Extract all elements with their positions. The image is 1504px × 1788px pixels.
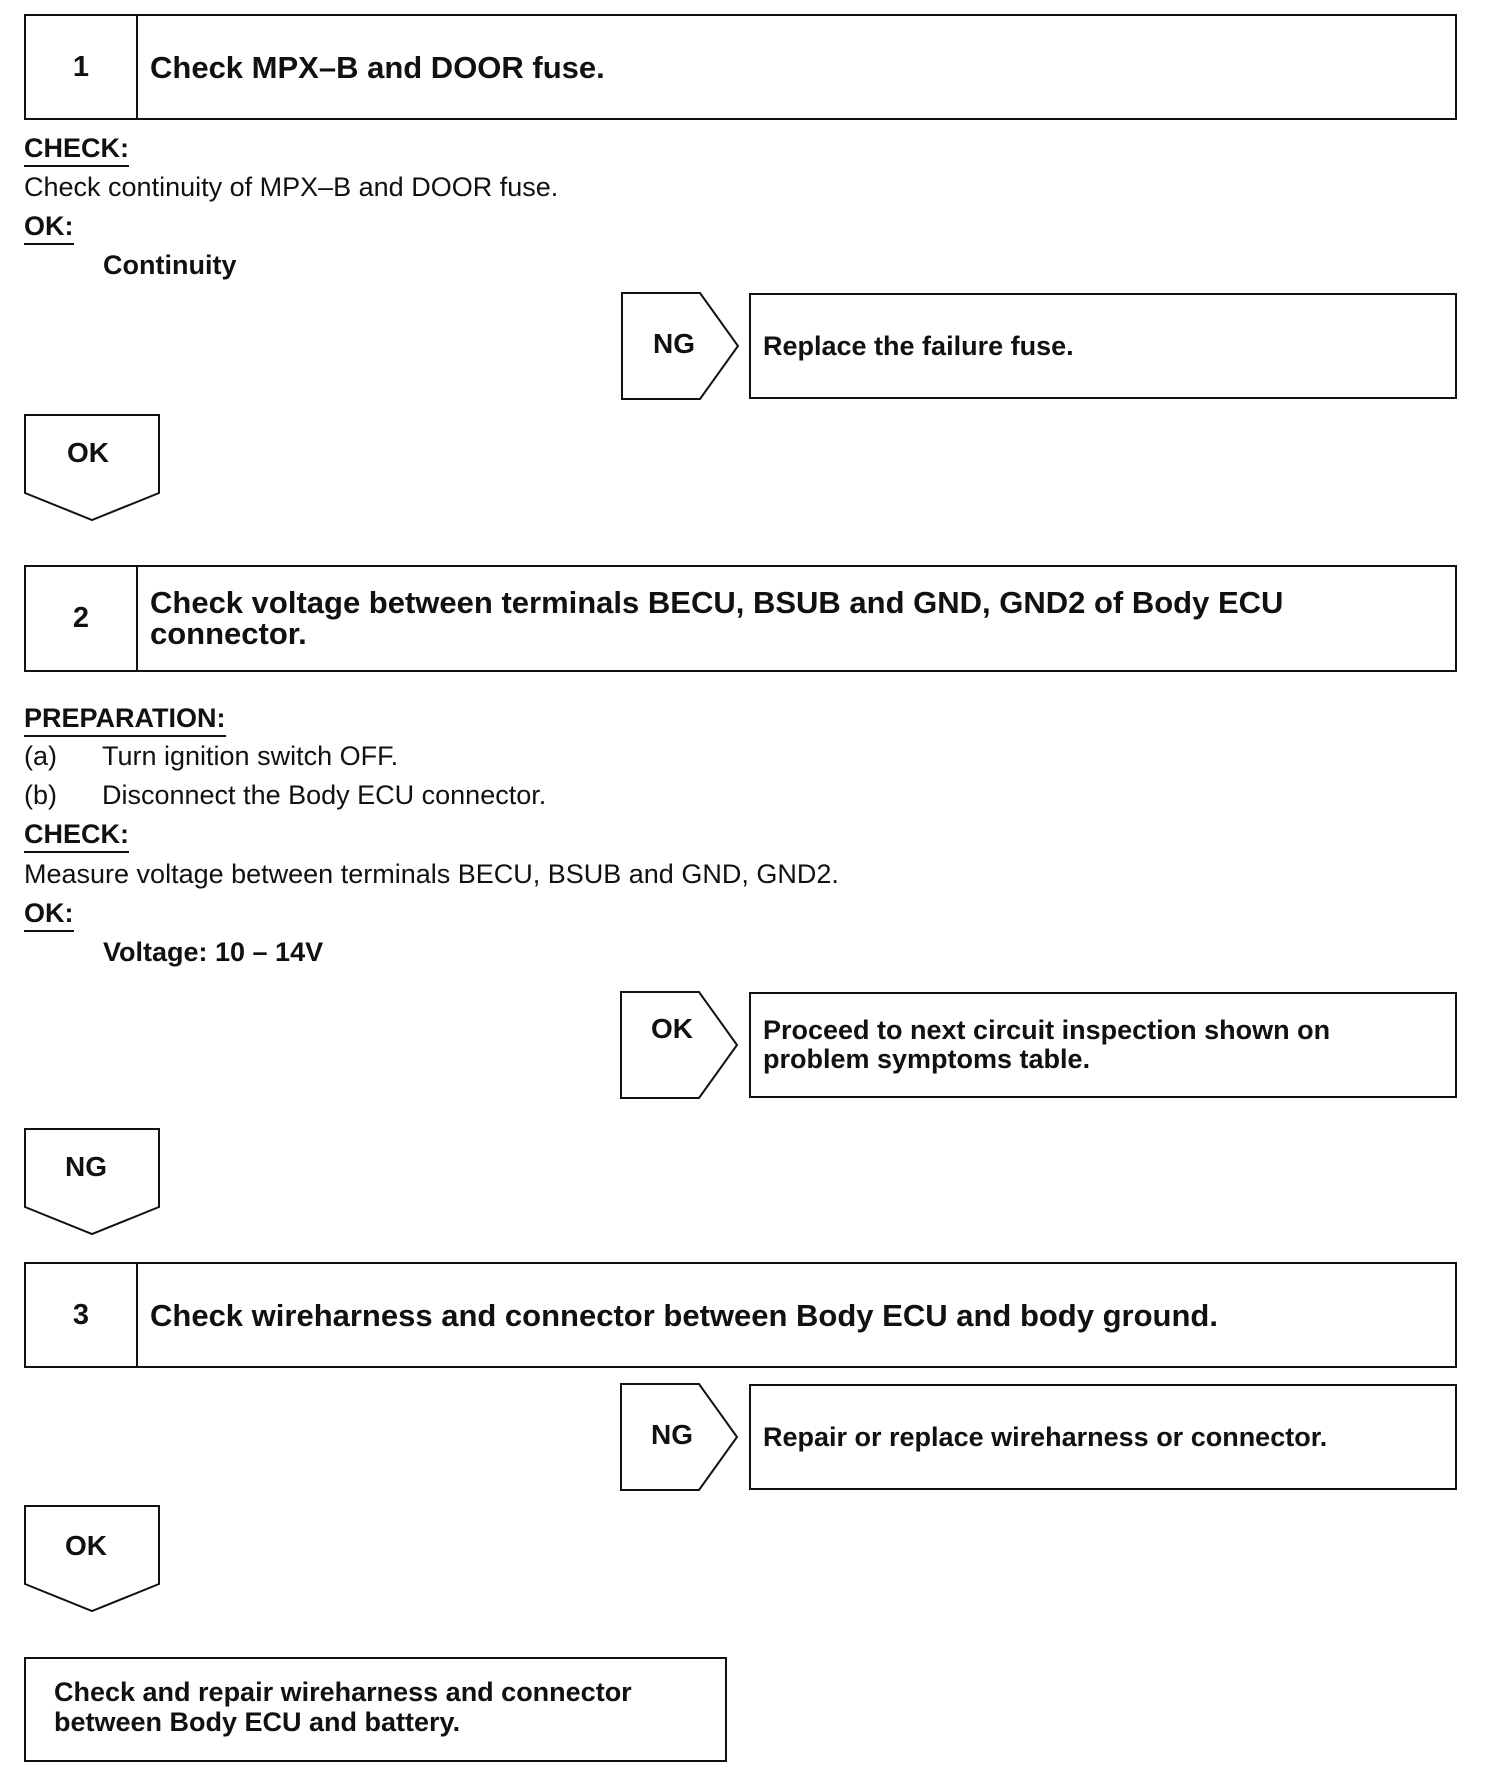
step-3-side-label: NG	[651, 1419, 693, 1450]
step-1-ok-spec: Continuity	[103, 250, 237, 280]
step-2-box	[24, 565, 1457, 672]
step-2-check-heading: CHECK:	[24, 819, 129, 849]
step-2-ok-spec: Voltage: 10 – 14V	[103, 937, 324, 967]
step-2-number: 2	[26, 567, 138, 670]
step-1-check-heading: CHECK:	[24, 133, 129, 163]
step-1-check-text: Check continuity of MPX–B and DOOR fuse.	[24, 172, 559, 202]
step-1-down-label: OK	[67, 437, 109, 468]
final-action-box: Check and repair wireharness and connector between Body ECU and battery.	[24, 1657, 727, 1762]
step-1-side-result: Replace the failure fuse.	[749, 293, 1457, 399]
step-2-check-text: Measure voltage between terminals BECU, BSUB and GND, GND2.	[24, 859, 839, 889]
step-2-down-label: NG	[65, 1151, 107, 1182]
step-3-down-label: OK	[65, 1530, 107, 1561]
step-2-ok-heading: OK:	[24, 898, 74, 928]
step-1-box	[24, 14, 1457, 120]
step-3-side-result: Repair or replace wireharness or connector.	[749, 1384, 1457, 1490]
step-3-box	[24, 1262, 1457, 1368]
step-2-prep-item-a: (a) Turn ignition switch OFF.	[24, 741, 399, 771]
step-1-title: Check MPX–B and DOOR fuse.	[150, 49, 605, 85]
step-1-side-label: NG	[653, 328, 695, 359]
step-3-number: 3	[26, 1264, 138, 1366]
step-2-title: Check voltage between terminals BECU, BSUB and GND, GND2 of Body ECU connector.	[150, 585, 1284, 651]
step-2-preparation-heading: PREPARATION:	[24, 703, 226, 733]
step-2-side-result: Proceed to next circuit inspection shown on problem symptoms table.	[749, 992, 1457, 1098]
step-3-title: Check wireharness and connector between Body ECU and body ground.	[150, 1297, 1218, 1333]
step-1-ok-heading: OK:	[24, 211, 74, 241]
step-2-prep-item-b: (b) Disconnect the Body ECU connector.	[24, 780, 547, 810]
step-1-number: 1	[26, 16, 138, 118]
step-2-side-arrow	[619, 990, 741, 1100]
step-2-side-label: OK	[651, 1013, 693, 1044]
